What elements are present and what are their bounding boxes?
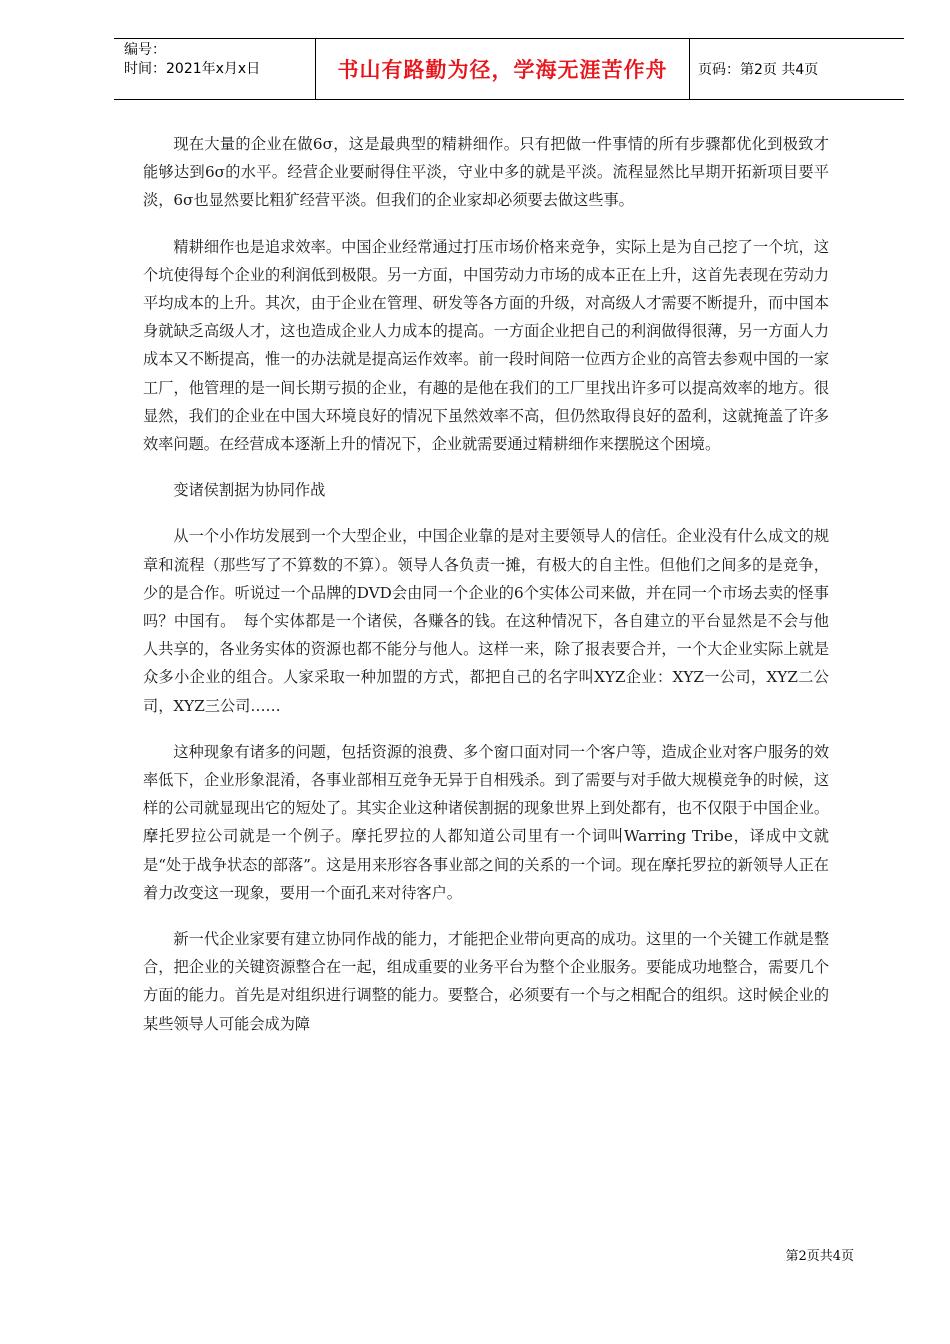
document-date-label: 时间：2021年x月x日: [124, 61, 261, 77]
paragraph: 精耕细作也是追求效率。中国企业经常通过打压市场价格来竞争，实际上是为自己挖了一个坑，这个坑使得每个企业的利润低到极限。另一方面，中国劳动力市场的成本正在上升，这首先表现在劳动力平均成本的上升。其次，由于企业在管理、研发等各方面的升级，对高级人才需要不断提升，而中国本身就缺乏高级人才，这也造成企业人力成本的提高。一方面企业把自己的利润做得很薄，另一方面人力成本又不断提高，惟一的办法就是提高运作效率。前一段时间陪一位西方企业的高管去参观中国的一家工厂，他管理的是一间长期亏损的企业，有趣的是他在我们的工厂里找出许多可以提高效率的地方。很显然，我们的企业在中国大环境良好的情况下虽然效率不高，但仍然取得良好的盈利，这就掩盖了许多效率问题。在经营成本逐渐上升的情况下，企业就需要通过精耕细作来摆脱这个困境。: [143, 237, 829, 454]
page-header: [114, 38, 904, 100]
paragraph: 新一代企业家要有建立协同作战的能力，才能把企业带向更高的成功。这里的一个关键工作就是整合，把企业的关键资源整合在一起，组成重要的业务平台为整个企业服务。要能成功地整合，需要几个方面的能力。首先是对组织进行调整的能力。要整合，必须要有一个与之相配合的组织。这时候企业的某些领导人可能会成为障: [143, 930, 829, 1033]
section-heading: 变诸侯割据为协同作战: [173, 481, 326, 500]
paragraph: 从一个小作坊发展到一个大型企业，中国企业靠的是对主要领导人的信任。企业没有什么成文的规章和流程（那些写了不算数的不算）。领导人各负责一摊，有极大的自主性。但他们之间多的是竞争，少的是合作。听说过一个品牌的DVD会由同一个企业的6个实体公司来做，并在同一个市场去卖的怪事吗？中国有。 每个实体都是一个诸侯，各赚各的钱。在这种情况下，各自建立的平台显然是不会与他人共享的，各业务实体的资源也都不能分与他人。这样一来，除了报表要合并，一个大企业实际上就是众多小企业的组合。人家采取一种加盟的方式，都把自己的名字叫XYZ企业：XYZ一公司，XYZ二公司，XYZ三公司……: [143, 527, 829, 715]
header-meta: [114, 39, 316, 99]
header-motto: 书山有路勤为径，学海无涯苦作舟: [316, 39, 690, 99]
paragraph: 现在大量的企业在做6σ，这是最典型的精耕细作。只有把做一件事情的所有步骤都优化到极致才能够达到6σ的水平。经营企业要耐得住平淡，守业中多的就是平淡。流程显然比早期开拓新项目要平淡，6σ也显然要比粗犷经营平淡。但我们的企业家却必须要去做这些事。: [143, 135, 829, 210]
document-body: [143, 130, 829, 1056]
page-footer: 第2页共4页: [785, 1249, 854, 1264]
header-page-number: 页码：第2页 共4页: [698, 62, 819, 78]
document-number-label: 编号：: [124, 42, 166, 58]
paragraph: 这种现象有诸多的问题，包括资源的浪费、多个窗口面对同一个客户等，造成企业对客户服务的效率低下，企业形象混淆，各事业部相互竞争无异于自相残杀。到了需要与对手做大规模竞争的时候，这样的公司就显现出它的短处了。其实企业这种诸侯割据的现象世界上到处都有，也不仅限于中国企业。摩托罗拉公司就是一个例子。摩托罗拉的人都知道公司里有一个词叫Warring Tribe，译成中文就是“处于战争状态的部落”。这是用来形容各事业部之间的关系的一个词。现在摩托罗拉的新领导人正在着力改变这一现象，要用一个面孔来对待客户。: [143, 742, 829, 902]
